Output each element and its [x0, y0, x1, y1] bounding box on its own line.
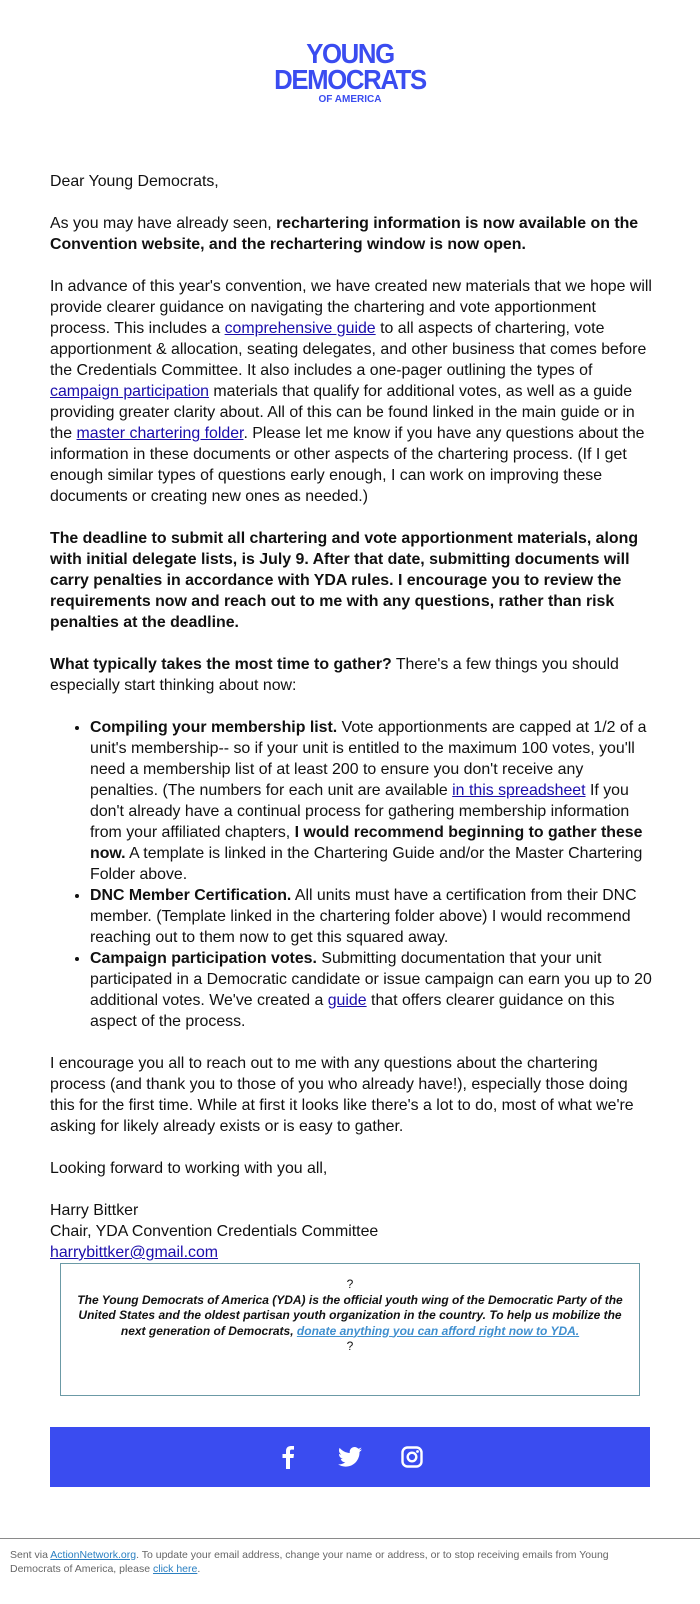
master-chartering-folder-link[interactable]: master chartering folder	[76, 425, 244, 442]
footer-divider	[0, 1538, 700, 1539]
email-body	[50, 171, 654, 1263]
signature-title: Chair, YDA Convention Credentials Committee	[50, 1223, 379, 1240]
paragraph-encourage: I encourage you all to reach out to me with any questions about the chartering process (and thank you to those of you who already have!), especially those doing this for the first time. While at first it looks like there's a lot to do, most of what we're asking for likely already exists or is easy to gather.	[50, 1055, 634, 1135]
paragraph-materials: In advance of this year's convention, we have created new materials that we hope will provide clearer guidance on navigating the chartering and vote apportionment process. This includes a comprehensive guide to all aspects of chartering, vote apportionment & allocation, seating delegates, and other business that comes before the Credentials Committee. It also includes a one-pager outlining the types of campaign participation materials that qualify for additional votes, as well as a guide providing greater clarity about. All of this can be found linked in the main guide or in the master chartering folder. Please let me know if you have any questions about the information in these documents or other aspects of the chartering process. (If I get enough similar types of questions early enough, I can work on improving these documents or creating new ones as needed.)	[50, 278, 652, 505]
twitter-icon[interactable]	[332, 1439, 368, 1475]
logo-line-3: OF AMERICA	[318, 94, 382, 105]
logo-line-2: DEMOCRATS	[274, 64, 426, 95]
campaign-guide-link[interactable]: guide	[327, 992, 367, 1009]
instagram-icon[interactable]	[394, 1439, 430, 1475]
email-footer: Sent via ActionNetwork.org. To update your email address, change your name or address, or to stop receiving emails from Young Democrats of America, please click here.	[10, 1549, 609, 1575]
paragraph-deadline: The deadline to submit all chartering and vote apportionment materials, along with initial delegate lists, is July 9. After that date, submitting documents will carry penalties in accordance with YDA rules. I encourage you to review the requirements now and reach out to me with any questions, rather than risk penalties at the deadline.	[50, 530, 639, 631]
social-bar	[50, 1427, 650, 1487]
paragraph-gather-intro: What typically takes the most time to gather? There's a few things you should especially start thinking about now:	[50, 656, 619, 694]
spreadsheet-link[interactable]: in this spreadsheet	[452, 782, 586, 799]
unsubscribe-link[interactable]: click here	[152, 1563, 198, 1575]
facebook-icon[interactable]	[270, 1439, 306, 1475]
signature-email-link[interactable]: harrybittker@gmail.com	[50, 1244, 219, 1261]
signature-name: Harry Bittker	[50, 1202, 139, 1219]
list-item-membership: • Compiling your membership list. Vote apportionments are capped at 1/2 of a unit's membership-- so if your unit is entitled to the maximum 100 votes, you'll need a membership list of at least 200 to ensure you don't receive any penalties. (The numbers for each unit are available in this spreadsheet If you don't already have a continual process for gathering membership information from your affiliated chapters, I would recommend beginning to gather these now. A template is linked in the Chartering Guide and/or the Master Chartering Folder above.	[90, 717, 654, 885]
callout-text: The Young Democrats of America (YDA) is the official youth wing of the Democratic Party of the United States and the oldest partisan youth organization in the country. To help us mobilize the next generation of Democrats, donate anything you can afford right now to YDA.	[77, 1292, 623, 1338]
gather-list	[50, 717, 654, 1032]
paragraph-rechartering: As you may have already seen, rechartering information is now available on the Convention website, and the rechartering window is now open.	[50, 215, 639, 253]
greeting: Dear Young Democrats,	[50, 173, 219, 190]
yda-callout-box	[60, 1263, 640, 1396]
list-item-campaign: • Campaign participation votes. Submitting documentation that your unit participated in a Democratic candidate or issue campaign can earn you up to 20 additional votes. We've created a guide that offers clearer guidance on this aspect of the process.	[90, 948, 654, 1032]
paragraph-closing: Looking forward to working with you all,	[50, 1160, 328, 1177]
actionnetwork-link[interactable]: ActionNetwork.org	[50, 1549, 137, 1561]
signature	[50, 1200, 654, 1263]
callout-question-bottom: ?	[346, 1339, 354, 1353]
comprehensive-guide-link[interactable]: comprehensive guide	[224, 320, 376, 337]
list-item-dnc: • DNC Member Certification. All units must have a certification from their DNC member. (Template linked in the chartering folder above) I would recommend reaching out to them now to get this squared away.	[90, 885, 654, 948]
campaign-participation-link[interactable]: campaign participation	[50, 383, 209, 400]
callout-question-top: ?	[346, 1277, 354, 1291]
donate-link[interactable]: donate anything you can afford right now to YDA.	[296, 1323, 580, 1338]
yda-logo[interactable]	[0, 40, 700, 105]
logo-line-1: YOUNG	[306, 38, 394, 69]
